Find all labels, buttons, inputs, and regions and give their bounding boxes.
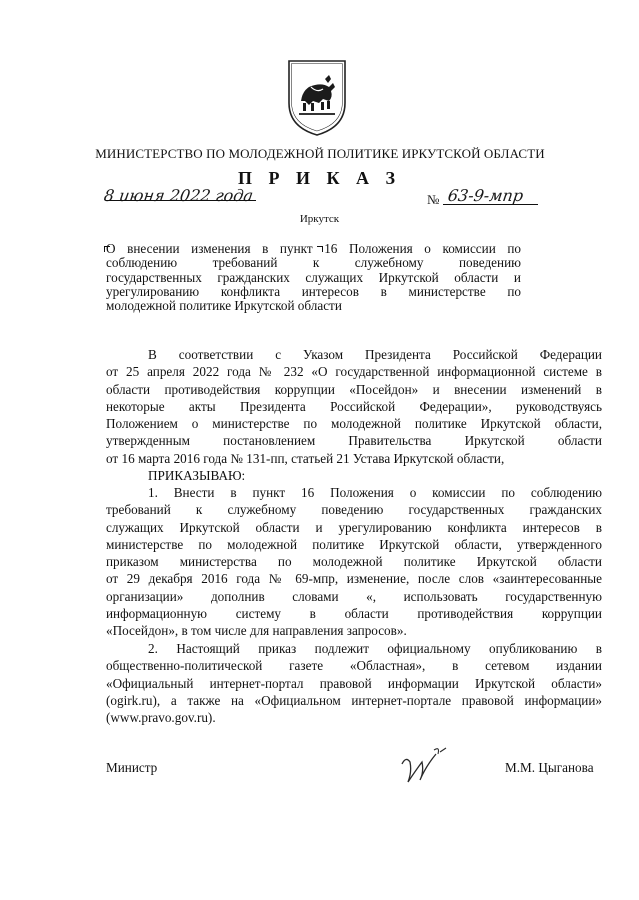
item-2-line: «Официальный интернет-портал правовой информации Иркутской области» [106, 675, 602, 691]
item-1-line: организации» дополнив словами «, использовать государственную [106, 588, 602, 604]
item-1-line: приказом министерства по молодежной политике Иркутской области [106, 554, 602, 570]
subject-line: О внесении изменения в пункт 16 Положения о комиссии по [106, 241, 521, 256]
document-type-title: П Р И К А З [237, 168, 402, 188]
preamble-paragraph [106, 346, 602, 484]
preamble-line: от 16 марта 2016 года № 131-пп, статьей 21 Устава Иркутской области, [106, 450, 505, 466]
item-2-line: 2. Настоящий приказ подлежит официальному опубликованию в [148, 641, 602, 656]
preamble-line: области противодействия коррупции «Посейдон» и внесении изменений в [106, 381, 602, 397]
item-2-line: общественно-политической газете «Областная», в сетевом издании [106, 658, 602, 674]
subject-line: соблюдению требований к служебному поведению [106, 255, 521, 271]
subject-line: молодежной политике Иркутской области [106, 298, 342, 314]
subject-line: государственных гражданских служащих Иркутской области и [106, 269, 521, 285]
item-2-paragraph [106, 640, 602, 726]
subject-line: урегулированию конфликта интересов в министерстве по [106, 283, 521, 299]
item-1-line: 1. Внести в пункт 16 Положения о комиссии по соблюдению [148, 485, 602, 500]
item-1-line: министерстве по молодежной политике Иркутской области, утвержденного [106, 536, 602, 552]
date-underline [106, 200, 256, 201]
item-1-line: информационную систему в области противодействия коррупции [106, 606, 602, 622]
item-1-paragraph [106, 484, 602, 640]
number-underline [443, 204, 538, 205]
item-1-line: «Посейдон», в том числе для направления запросов». [106, 623, 407, 639]
item-2-line: (ogirk.ru), а также на «Официальном интернет-портале правовой информации» [106, 692, 602, 708]
signatory-position: Министр [106, 760, 158, 775]
number-label: № [427, 192, 440, 207]
order-word: ПРИКАЗЫВАЮ: [148, 468, 246, 484]
item-1-line: от 29 декабря 2016 года № 69-мпр, изменение, после слов «заинтересованные [106, 571, 602, 587]
handwritten-number: 63-9-мпр [446, 186, 525, 205]
signatory-name: М.М. Цыганова [505, 760, 594, 775]
preamble-line: Положением о министерстве по молодежной политике Иркутской области, [106, 416, 602, 432]
preamble-line: утвержденным постановлением Правительства Иркутской области [106, 433, 602, 449]
ministry-name: МИНИСТЕРСТВО ПО МОЛОДЕЖНОЙ ПОЛИТИКЕ ИРКУТСКОЙ ОБЛАСТИ [95, 146, 545, 161]
item-1-line: требований к служебному поведению государственных гражданских [106, 502, 602, 518]
order-subject [106, 242, 521, 313]
city-name: Иркутск [299, 213, 340, 225]
preamble-line: некоторые акты Президента Российской Федерации», руководствуясь [106, 398, 602, 414]
preamble-line: В соответствии с Указом Президента Российской Федерации [148, 347, 602, 362]
handwritten-signature [396, 742, 456, 790]
handwritten-date: 8 июня 2022 года [102, 186, 255, 205]
item-2-line: (www.pravo.gov.ru). [106, 710, 216, 726]
preamble-line: от 25 апреля 2022 года № 232 «О государственной информационной системе в [106, 364, 602, 380]
item-1-line: служащих Иркутской области и урегулированию конфликта интересов в [106, 519, 602, 535]
coat-of-arms-emblem [283, 57, 351, 137]
